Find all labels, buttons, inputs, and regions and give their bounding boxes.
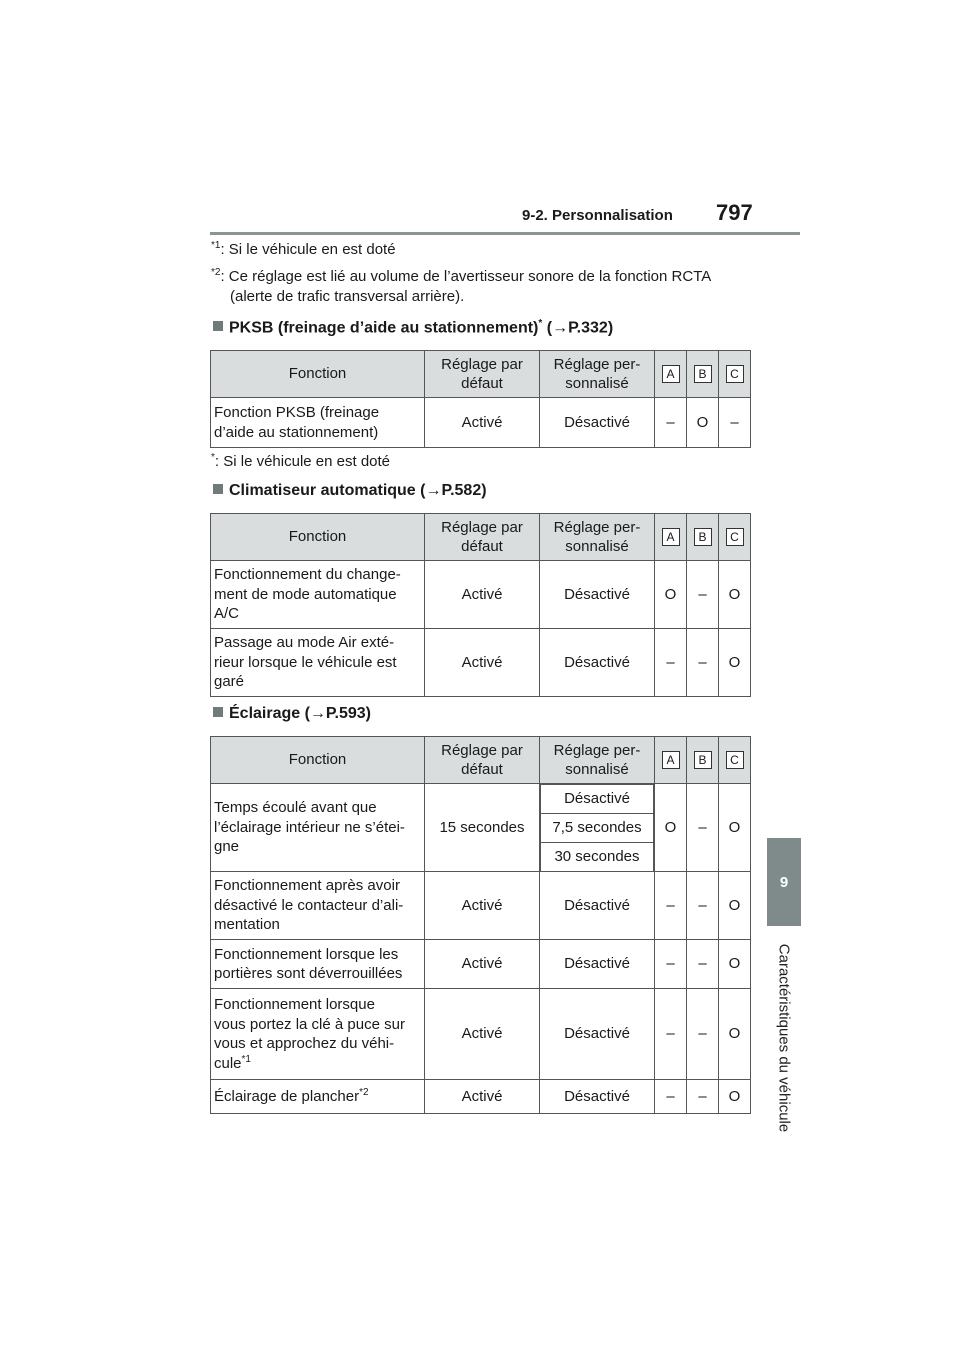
letter-box-a: A [662, 528, 680, 546]
cell-function: Fonctionnement lorsque les portières sont déverrouillées [211, 940, 425, 989]
header-a [655, 351, 687, 398]
cell-b: – [687, 784, 719, 872]
table-row [211, 872, 751, 940]
header-c [719, 514, 751, 561]
section-title-climate: Climatiseur automatique (→P.582) [213, 482, 487, 500]
cell-custom: Désactivé [540, 629, 655, 697]
cell-c: O [719, 1080, 751, 1114]
square-bullet-icon [213, 707, 223, 717]
header-default: Réglage par défaut [425, 514, 540, 561]
header-default: Réglage par défaut [425, 351, 540, 398]
footnote-pksb [211, 452, 390, 472]
header-c [719, 737, 751, 784]
cell-function: Fonctionnement du change- ment de mode automatique A/C [211, 561, 425, 629]
cell-a: O [655, 784, 687, 872]
square-bullet-icon [213, 321, 223, 331]
cell-a: – [655, 629, 687, 697]
letter-box-a: A [662, 365, 680, 383]
cell-b: – [687, 872, 719, 940]
cell-function: Fonctionnement après avoir désactivé le contacteur d’ali- mentation [211, 872, 425, 940]
cell-c: O [719, 872, 751, 940]
cell-a: – [655, 1080, 687, 1114]
cell-a: – [655, 398, 687, 448]
table-row [211, 940, 751, 989]
table-header-row [211, 737, 751, 784]
header-rule [210, 232, 800, 235]
cell-default: Activé [425, 629, 540, 697]
section-title-lighting: Éclairage (→P.593) [213, 705, 371, 723]
page-number: 797 [716, 200, 753, 225]
cell-b: – [687, 629, 719, 697]
table-header-row [211, 514, 751, 561]
table-pksb [210, 350, 751, 448]
option-item: 7,5 secondes [541, 814, 654, 843]
cell-default: 15 secondes [425, 784, 540, 872]
footnote-text: : Si le véhicule en est doté [220, 241, 396, 258]
cell-custom: Désactivé [540, 398, 655, 448]
letter-box-a: A [662, 751, 680, 769]
table-row [211, 629, 751, 697]
cell-b: – [687, 989, 719, 1080]
cell-b: – [687, 1080, 719, 1114]
section-header: 9-2. Personnalisation [522, 207, 673, 224]
square-bullet-icon [213, 484, 223, 494]
section-title-pksb: PKSB (freinage d’aide au stationnement)* (→P.332) [213, 318, 613, 337]
option-item: 30 secondes [541, 843, 654, 872]
header-function: Fonction [211, 351, 425, 398]
header-custom: Réglage per- sonnalisé [540, 514, 655, 561]
cell-a: O [655, 561, 687, 629]
letter-box-b: B [694, 365, 712, 383]
table-row [211, 561, 751, 629]
cell-custom: Désactivé [540, 940, 655, 989]
footnote-text-cont: (alerte de trafic transversal arrière). [230, 288, 465, 305]
options-list [540, 784, 654, 871]
cell-a: – [655, 872, 687, 940]
cell-default: Activé [425, 989, 540, 1080]
cell-c: – [719, 398, 751, 448]
footnote-text: : Si le véhicule en est doté [214, 453, 391, 470]
chapter-tab-number[interactable]: 9 [767, 838, 801, 926]
table-row [211, 784, 751, 872]
cell-c: O [719, 940, 751, 989]
cell-custom: Désactivé [540, 561, 655, 629]
cell-default: Activé [425, 561, 540, 629]
cell-c: O [719, 561, 751, 629]
table-lighting [210, 736, 751, 1114]
cell-custom: Désactivé [540, 872, 655, 940]
header-b [687, 514, 719, 561]
cell-c: O [719, 629, 751, 697]
footnote-mark: *1 [211, 240, 221, 251]
header-c [719, 351, 751, 398]
cell-function: Fonction PKSB (freinage d’aide au stationnement) [211, 398, 425, 448]
table-row [211, 989, 751, 1080]
footnote-1 [211, 240, 396, 260]
cell-custom: Désactivé [540, 1080, 655, 1114]
header-b [687, 737, 719, 784]
cell-c: O [719, 784, 751, 872]
table-row [211, 1080, 751, 1114]
footnote-2 [211, 267, 711, 307]
footnote-text: : Ce réglage est lié au volume de l’avertisseur sonore de la fonction RCTA [220, 268, 712, 285]
cell-function: Passage au mode Air exté- rieur lorsque le véhicule est garé [211, 629, 425, 697]
letter-box-b: B [694, 528, 712, 546]
table-row [211, 398, 751, 448]
letter-box-c: C [726, 751, 744, 769]
cell-b: O [687, 398, 719, 448]
header-custom: Réglage per- sonnalisé [540, 351, 655, 398]
cell-default: Activé [425, 398, 540, 448]
footnote-mark: * [211, 452, 215, 463]
table-header-row [211, 351, 751, 398]
cell-default: Activé [425, 872, 540, 940]
cell-default: Activé [425, 940, 540, 989]
cell-a: – [655, 989, 687, 1080]
header-custom: Réglage per- sonnalisé [540, 737, 655, 784]
header-function: Fonction [211, 737, 425, 784]
cell-custom: Désactivé [540, 989, 655, 1080]
cell-function: Temps écoulé avant que l’éclairage intérieur ne s’étei- gne [211, 784, 425, 872]
cell-b: – [687, 561, 719, 629]
cell-c: O [719, 989, 751, 1080]
cell-function: Éclairage de plancher$^{*2}$ [211, 1080, 425, 1114]
chapter-tab-label: Caractéristiques du véhicule [775, 943, 793, 1133]
letter-box-b: B [694, 751, 712, 769]
header-function: Fonction [211, 514, 425, 561]
cell-b: – [687, 940, 719, 989]
option-item: Désactivé [541, 785, 654, 814]
letter-box-c: C [726, 365, 744, 383]
table-climate [210, 513, 751, 697]
letter-box-c: C [726, 528, 744, 546]
header-b [687, 351, 719, 398]
header-default: Réglage par défaut [425, 737, 540, 784]
footnote-mark: *2 [211, 267, 221, 278]
cell-a: – [655, 940, 687, 989]
header-a [655, 737, 687, 784]
cell-function: Fonctionnement lorsque vous portez la clé à puce sur vous et approchez du véhi- cule$^{*1}$ [211, 989, 425, 1080]
cell-custom-options [540, 784, 655, 872]
header-a [655, 514, 687, 561]
cell-default: Activé [425, 1080, 540, 1114]
